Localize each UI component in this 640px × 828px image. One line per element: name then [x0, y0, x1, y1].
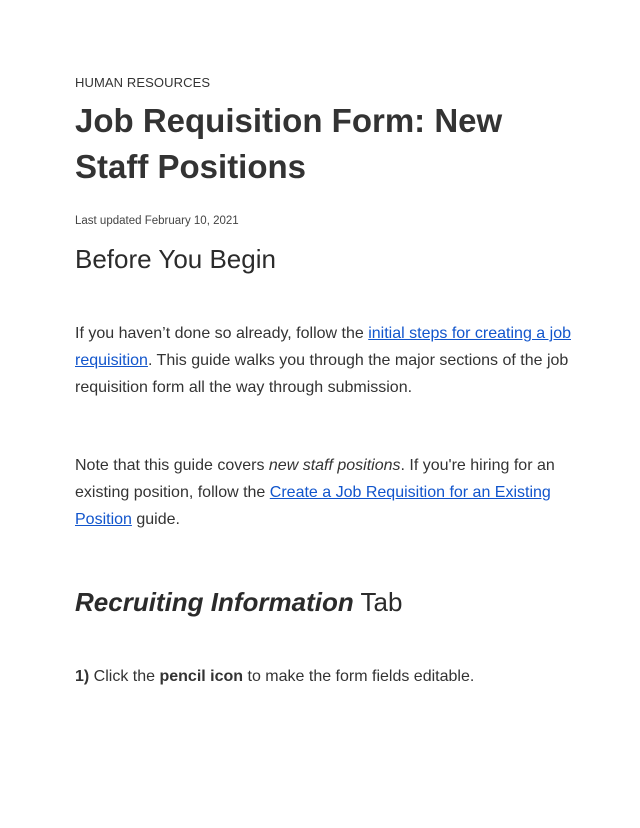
- section-eyebrow: HUMAN RESOURCES: [75, 75, 211, 90]
- existing-position-link[interactable]: Create a Job Requisition for an Existing Position: [75, 484, 551, 528]
- note-text-mid: . If you're hiring for an existing position, follow the: [75, 457, 555, 501]
- paragraph-note: [75, 452, 575, 533]
- note-text-pre: Note that this guide covers: [75, 457, 269, 474]
- paragraph-intro: [75, 320, 575, 401]
- pencil-icon-label: pencil icon: [159, 668, 244, 685]
- heading-recruiting-information: [75, 583, 402, 621]
- note-text-post: guide.: [131, 511, 180, 528]
- note-emphasis: new staff positions: [268, 457, 401, 474]
- intro-text-pre: If you haven’t done so already, follow the: [75, 325, 369, 342]
- heading-recruiting-emphasis: Recruiting Information: [75, 587, 354, 617]
- last-updated: Last updated February 10, 2021: [75, 215, 239, 227]
- intro-text-post: . This guide walks you through the major sections of the job requisition form all the way through submission.: [75, 352, 569, 396]
- step-text-pre: Click the: [89, 668, 160, 685]
- step-1: [75, 663, 575, 690]
- page-title: Job Requisition Form: New Staff Positions: [75, 102, 503, 185]
- step-number: 1): [75, 668, 90, 685]
- step-text-post: to make the form fields editable.: [243, 668, 475, 685]
- heading-before-you-begin: Before You Begin: [75, 244, 276, 274]
- initial-steps-link[interactable]: initial steps for creating a job requisition: [75, 325, 571, 369]
- heading-recruiting-rest: Tab: [353, 587, 403, 617]
